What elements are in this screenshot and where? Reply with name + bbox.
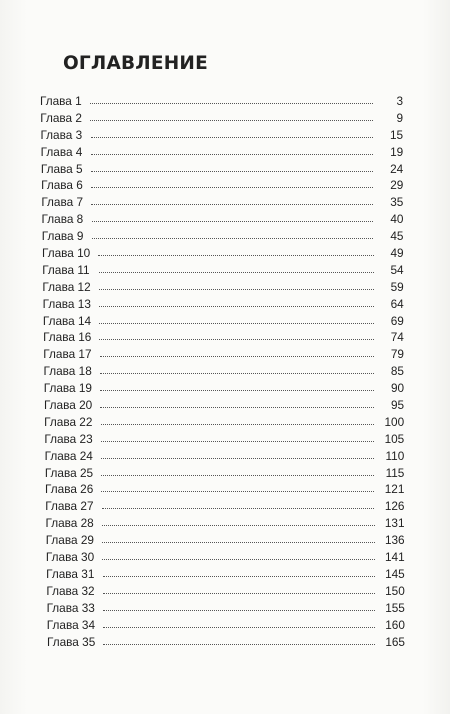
toc-page-number: 145 bbox=[385, 566, 405, 581]
toc-page-number: 121 bbox=[384, 482, 405, 497]
toc-chapter-label: Глава 11 bbox=[42, 262, 90, 277]
toc-entry bbox=[0, 127, 450, 144]
toc-entry bbox=[0, 329, 450, 346]
toc-page-number: 3 bbox=[396, 94, 403, 108]
toc-chapter-label: Глава 30 bbox=[45, 550, 95, 565]
toc-dot-leader bbox=[103, 593, 375, 594]
toc-page-number: 100 bbox=[384, 414, 405, 429]
toc-dot-leader bbox=[102, 559, 374, 560]
toc-entry bbox=[0, 583, 450, 600]
toc-entry bbox=[0, 211, 450, 228]
toc-dot-leader bbox=[102, 542, 375, 543]
toc-dot-leader bbox=[103, 576, 375, 577]
toc-dot-leader bbox=[90, 103, 373, 104]
toc-entry bbox=[0, 431, 450, 448]
toc-chapter-label: Глава 2 bbox=[40, 110, 82, 125]
toc-dot-leader bbox=[100, 390, 374, 391]
toc-page-number: 35 bbox=[390, 195, 404, 210]
toc-dot-leader bbox=[101, 441, 374, 442]
toc-dot-leader bbox=[103, 644, 375, 645]
toc-entry bbox=[0, 194, 450, 211]
toc-chapter-label: Глава 26 bbox=[45, 482, 94, 497]
toc-dot-leader bbox=[101, 491, 374, 492]
toc-chapter-label: Глава 25 bbox=[44, 465, 94, 480]
toc-page-number: 165 bbox=[385, 634, 405, 649]
toc-page-number: 150 bbox=[385, 583, 405, 598]
toc-chapter-label: Глава 17 bbox=[43, 347, 92, 362]
toc-entry bbox=[0, 566, 450, 583]
toc-page-number: 79 bbox=[390, 347, 404, 362]
table-of-contents bbox=[0, 93, 450, 650]
toc-chapter-label: Глава 19 bbox=[43, 381, 92, 396]
page-title: ОГЛАВЛЕНИЕ bbox=[63, 53, 208, 74]
toc-chapter-label: Глава 1 bbox=[40, 94, 82, 108]
toc-entry bbox=[0, 549, 450, 566]
toc-dot-leader bbox=[101, 458, 374, 459]
toc-chapter-label: Глава 27 bbox=[45, 499, 94, 514]
toc-entry bbox=[0, 448, 450, 465]
toc-chapter-label: Глава 10 bbox=[41, 246, 91, 261]
toc-dot-leader bbox=[100, 373, 374, 374]
toc-dot-leader bbox=[90, 120, 373, 121]
toc-dot-leader bbox=[102, 525, 375, 526]
toc-page-number: 69 bbox=[390, 313, 404, 328]
toc-dot-leader bbox=[99, 323, 374, 324]
toc-page-number: 54 bbox=[390, 262, 404, 277]
toc-page-number: 85 bbox=[390, 364, 404, 379]
toc-page-number: 15 bbox=[390, 127, 404, 142]
toc-chapter-label: Глава 31 bbox=[46, 566, 95, 581]
toc-chapter-label: Глава 9 bbox=[41, 229, 84, 244]
toc-page-number: 24 bbox=[390, 161, 404, 176]
toc-page-number: 45 bbox=[390, 229, 404, 244]
toc-entry bbox=[0, 262, 450, 279]
toc-entry bbox=[0, 380, 450, 397]
toc-entry bbox=[0, 177, 450, 194]
toc-chapter-label: Глава 33 bbox=[46, 600, 95, 615]
toc-dot-leader bbox=[92, 238, 374, 239]
toc-chapter-label: Глава 13 bbox=[42, 296, 91, 311]
toc-chapter-label: Глава 22 bbox=[44, 414, 93, 429]
toc-chapter-label: Глава 7 bbox=[41, 195, 84, 210]
toc-page-number: 90 bbox=[390, 381, 405, 396]
toc-dot-leader bbox=[92, 221, 374, 222]
toc-chapter-label: Глава 28 bbox=[45, 516, 94, 531]
toc-page-number: 160 bbox=[385, 617, 405, 632]
toc-dot-leader bbox=[101, 424, 375, 425]
toc-entry bbox=[0, 93, 450, 110]
toc-chapter-label: Глава 12 bbox=[42, 279, 91, 294]
toc-page-number: 9 bbox=[396, 110, 404, 125]
toc-entry bbox=[0, 634, 450, 651]
toc-chapter-label: Глава 24 bbox=[44, 448, 93, 463]
toc-chapter-label: Глава 34 bbox=[46, 617, 96, 632]
toc-page-number: 59 bbox=[390, 279, 404, 294]
toc-chapter-label: Глава 23 bbox=[44, 431, 93, 446]
toc-entry bbox=[0, 144, 450, 161]
toc-dot-leader bbox=[91, 154, 373, 155]
toc-page-number: 141 bbox=[385, 550, 405, 565]
toc-entry bbox=[0, 110, 450, 127]
toc-entry bbox=[0, 532, 450, 549]
toc-chapter-label: Глава 35 bbox=[47, 634, 96, 649]
toc-page-number: 64 bbox=[390, 296, 404, 311]
toc-page-number: 155 bbox=[385, 600, 405, 615]
toc-chapter-label: Глава 16 bbox=[43, 330, 92, 345]
toc-page-number: 110 bbox=[385, 448, 405, 463]
toc-chapter-label: Глава 4 bbox=[40, 144, 83, 159]
toc-entry bbox=[0, 465, 450, 482]
toc-entry bbox=[0, 397, 450, 414]
toc-chapter-label: Глава 8 bbox=[41, 212, 84, 227]
toc-entry bbox=[0, 515, 450, 532]
toc-chapter-label: Глава 6 bbox=[41, 178, 83, 193]
toc-dot-leader bbox=[91, 187, 373, 188]
toc-entry bbox=[0, 617, 450, 634]
toc-page-number: 49 bbox=[390, 246, 404, 261]
toc-entry bbox=[0, 228, 450, 245]
toc-page-number: 95 bbox=[391, 398, 405, 413]
toc-dot-leader bbox=[99, 339, 373, 340]
toc-entry bbox=[0, 279, 450, 296]
toc-page-number: 105 bbox=[384, 431, 405, 446]
toc-chapter-label: Глава 32 bbox=[46, 583, 95, 598]
toc-dot-leader bbox=[102, 508, 375, 509]
toc-chapter-label: Глава 29 bbox=[45, 533, 94, 548]
toc-dot-leader bbox=[99, 272, 374, 273]
toc-dot-leader bbox=[101, 475, 374, 476]
toc-page-number: 131 bbox=[384, 516, 405, 531]
toc-entry bbox=[0, 481, 450, 498]
toc-entry bbox=[0, 600, 450, 617]
toc-dot-leader bbox=[98, 255, 373, 256]
toc-entry bbox=[0, 414, 450, 431]
toc-dot-leader bbox=[99, 306, 374, 307]
toc-dot-leader bbox=[100, 356, 374, 357]
toc-entry bbox=[0, 363, 450, 380]
toc-entry bbox=[0, 498, 450, 515]
toc-entry bbox=[0, 245, 450, 262]
toc-entry bbox=[0, 346, 450, 363]
toc-page-number: 29 bbox=[390, 178, 404, 193]
toc-page-number: 115 bbox=[385, 465, 405, 480]
toc-chapter-label: Глава 14 bbox=[42, 313, 92, 328]
toc-dot-leader bbox=[91, 137, 374, 138]
toc-page-number: 19 bbox=[390, 144, 404, 159]
toc-chapter-label: Глава 20 bbox=[43, 398, 93, 413]
toc-dot-leader bbox=[91, 171, 373, 172]
toc-dot-leader bbox=[91, 204, 373, 205]
toc-dot-leader bbox=[103, 610, 375, 611]
toc-entry bbox=[0, 161, 450, 178]
toc-dot-leader bbox=[99, 289, 374, 290]
toc-chapter-label: Глава 5 bbox=[40, 161, 83, 176]
toc-chapter-label: Глава 3 bbox=[40, 127, 83, 142]
toc-page-number: 74 bbox=[390, 330, 404, 345]
toc-page-number: 126 bbox=[384, 499, 405, 514]
toc-page-number: 136 bbox=[384, 533, 405, 548]
toc-entry bbox=[0, 296, 450, 313]
toc-entry bbox=[0, 313, 450, 330]
toc-dot-leader bbox=[100, 407, 374, 408]
toc-chapter-label: Глава 18 bbox=[43, 364, 92, 379]
toc-page-number: 40 bbox=[390, 212, 404, 227]
toc-dot-leader bbox=[103, 627, 375, 628]
